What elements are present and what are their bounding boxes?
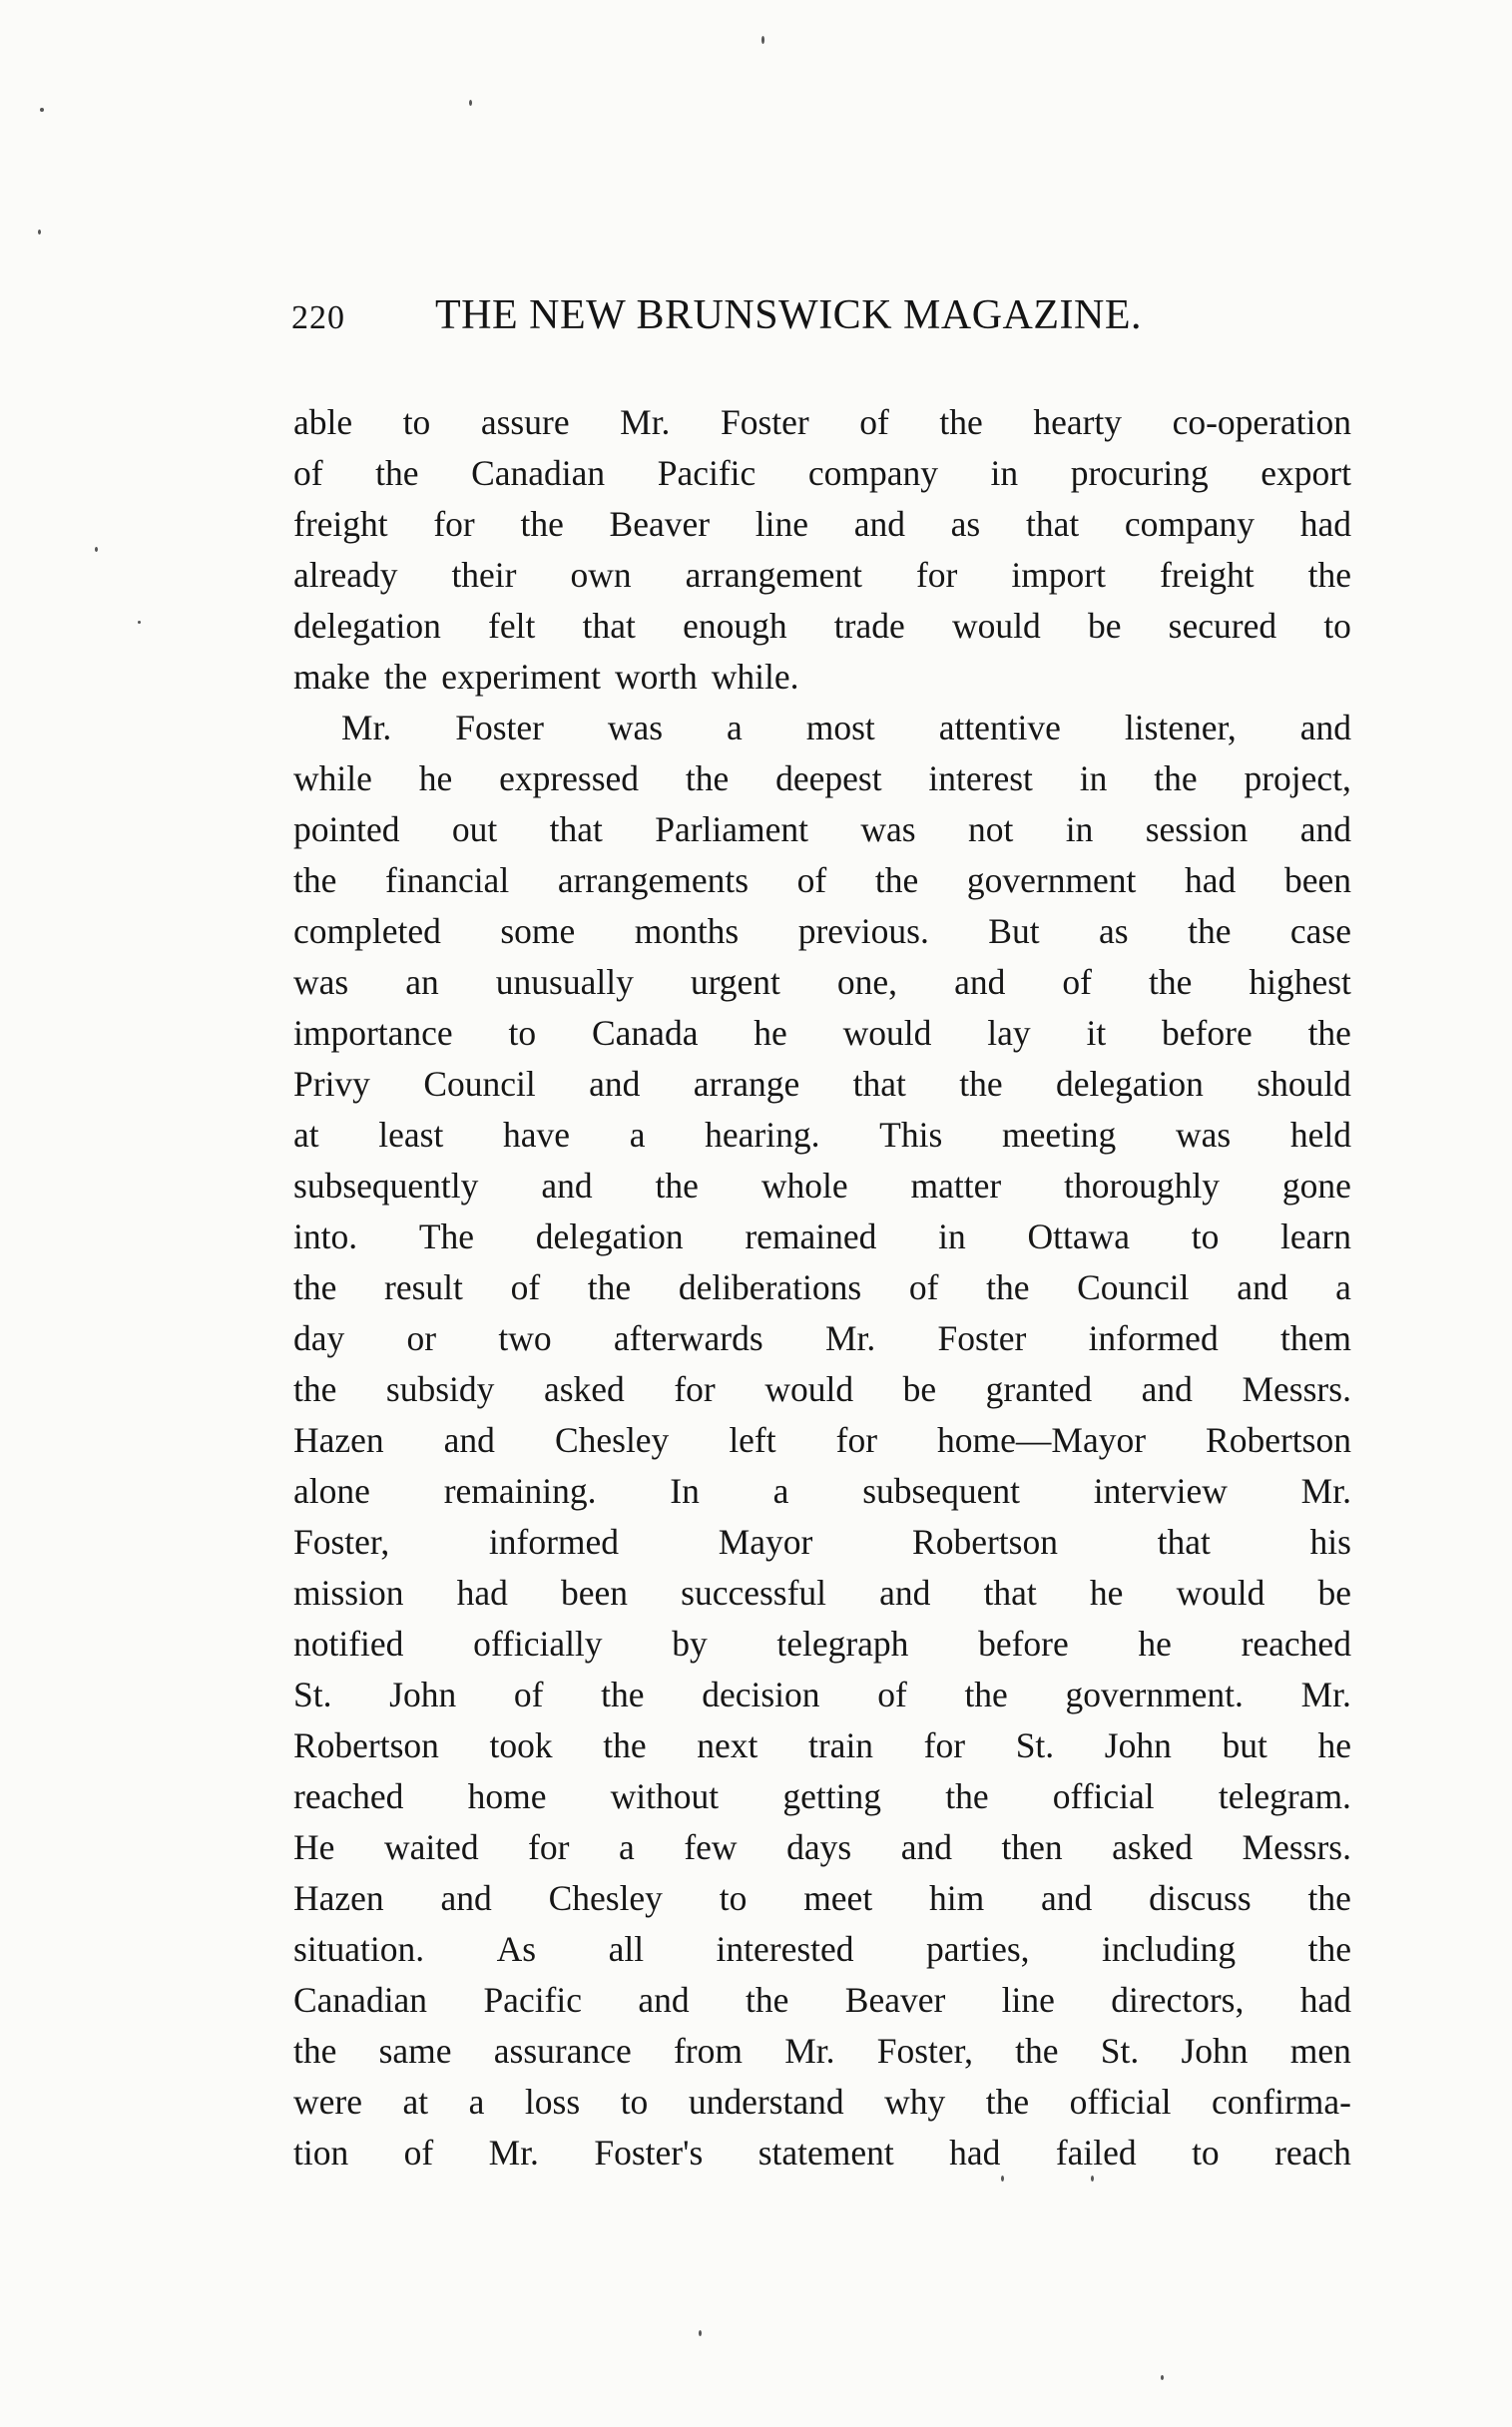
text-line: the subsidy asked for would be granted and Messrs. — [293, 1369, 1351, 1409]
scan-speck — [1091, 2176, 1094, 2182]
text-line: the same assurance from Mr. Foster, the St. John men — [293, 2031, 1351, 2071]
scan-speck — [761, 36, 764, 44]
running-head — [291, 291, 1230, 341]
text-line: notified officially by telegraph before he reached — [293, 1624, 1351, 1664]
text-line: St. John of the decision of the government. Mr. — [293, 1675, 1351, 1714]
body-text — [293, 397, 1351, 2179]
text-line: importance to Canada he would lay it before the — [293, 1013, 1351, 1053]
scan-speck — [95, 547, 98, 552]
text-line: situation. As all interested parties, including the — [293, 1929, 1351, 1969]
text-line: make the experiment worth while. — [293, 657, 799, 697]
text-line: into. The delegation remained in Ottawa to learn — [293, 1216, 1351, 1256]
text-line: Privy Council and arrange that the delegation should — [293, 1064, 1351, 1104]
text-line: pointed out that Parliament was not in session and — [293, 809, 1351, 849]
scan-speck — [699, 2330, 702, 2336]
text-line: the result of the deliberations of the Council and a — [293, 1267, 1351, 1307]
text-line: subsequently and the whole matter thoroughly gone — [293, 1166, 1351, 1206]
text-line: reached home without getting the official telegram. — [293, 1776, 1351, 1816]
text-line: Mr. Foster was a most attentive listener, and — [341, 708, 1351, 747]
text-line: Foster, informed Mayor Robertson that his — [293, 1522, 1351, 1562]
text-line: the financial arrangements of the government had been — [293, 860, 1351, 900]
text-line: mission had been successful and that he would be — [293, 1573, 1351, 1613]
text-line: alone remaining. In a subsequent interview Mr. — [293, 1471, 1351, 1511]
text-line: Robertson took the next train for St. John but he — [293, 1725, 1351, 1765]
magazine-title: THE NEW BRUNSWICK MAGAZINE. — [435, 292, 1142, 338]
text-line: already their own arrangement for import freight the — [293, 555, 1351, 595]
text-line: of the Canadian Pacific company in procuring export — [293, 453, 1351, 493]
scan-speck — [469, 100, 472, 106]
text-line: Hazen and Chesley left for home—Mayor Robertson — [293, 1420, 1351, 1460]
scan-speck — [1161, 2375, 1164, 2380]
text-line: Canadian Pacific and the Beaver line directors, had — [293, 1980, 1351, 2020]
text-line: completed some months previous. But as the case — [293, 911, 1351, 951]
text-line: able to assure Mr. Foster of the hearty co-operation — [293, 402, 1351, 442]
text-line: at least have a hearing. This meeting was held — [293, 1115, 1351, 1155]
scan-speck — [138, 621, 141, 624]
text-line: tion of Mr. Foster's statement had failed to reach — [293, 2133, 1351, 2173]
text-line: delegation felt that enough trade would be secured to — [293, 606, 1351, 646]
scan-speck — [1001, 2176, 1004, 2182]
scan-speck — [40, 108, 44, 112]
text-line: while he expressed the deepest interest in the project, — [293, 758, 1351, 798]
text-line: Hazen and Chesley to meet him and discuss the — [293, 1878, 1351, 1918]
text-line: He waited for a few days and then asked Messrs. — [293, 1827, 1351, 1867]
text-line: freight for the Beaver line and as that company had — [293, 504, 1351, 544]
scan-speck — [38, 230, 41, 235]
page-number: 220 — [291, 299, 345, 336]
text-line: day or two afterwards Mr. Foster informed them — [293, 1318, 1351, 1358]
text-line: were at a loss to understand why the official confirma- — [293, 2082, 1351, 2122]
text-line: was an unusually urgent one, and of the highest — [293, 962, 1351, 1002]
